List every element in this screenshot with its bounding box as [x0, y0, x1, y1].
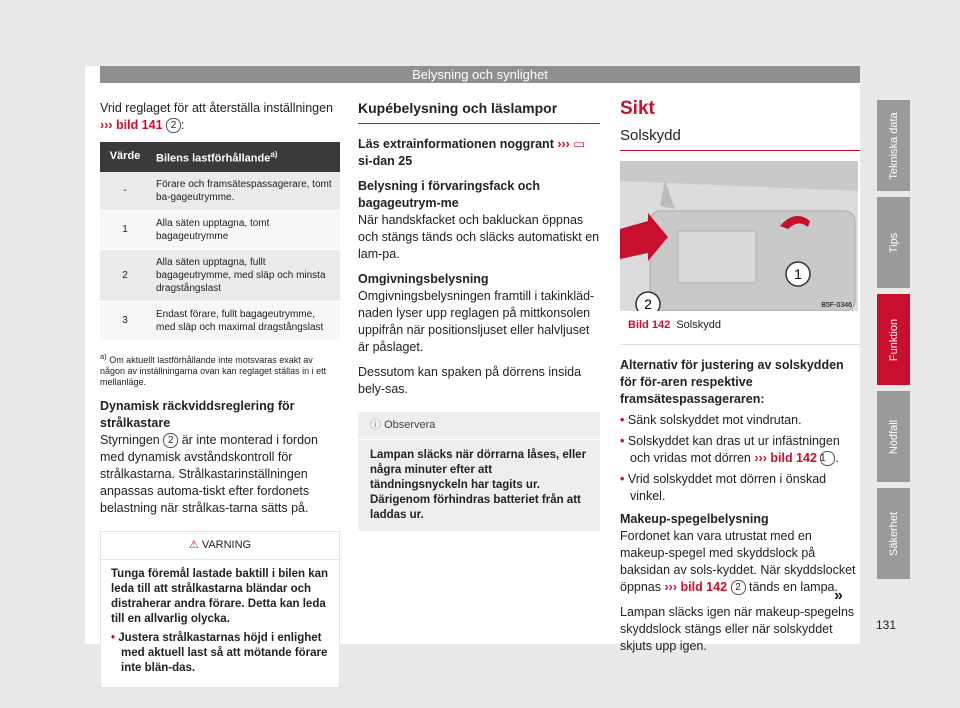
read-info: Läs extrainformationen noggrant ››› ▭ si-dan 25	[358, 137, 586, 168]
warning-box	[100, 531, 340, 688]
tab-nodfall[interactable]: Nödfall	[877, 391, 910, 482]
callout-number: 2	[163, 433, 178, 448]
figure-ref[interactable]: ››› bild 141	[100, 118, 163, 132]
side-tabs	[877, 100, 937, 585]
sun-visor-illustration	[620, 161, 858, 311]
subheading: Makeup-spegelbelysning	[620, 512, 769, 526]
note-box	[358, 412, 600, 531]
figure-caption: Bild 142 Solskydd	[620, 311, 860, 345]
intro-paragraph: Vrid reglaget för att återställa inställningen ››› bild 141 2 :	[100, 101, 334, 132]
table-header: Värde	[100, 142, 150, 172]
figure-code: B5F-0346	[821, 302, 852, 309]
paragraph: Styrningen 2 är inte monterad i fordon med dynamisk avståndskontroll för strålkastarna. Strålkastarinställningen anpassas automa-tiskt efter fordonets belastning när strålkas-tarna sätts på.	[100, 432, 318, 515]
paragraph: Lampan släcks igen när makeup-spegelns skyddslock stängs eller när solskyddet skjuts upp igen.	[620, 605, 855, 653]
callout-2: 2	[644, 296, 652, 311]
callout-number: 2	[166, 118, 181, 133]
section-header: Belysning och synlighet	[100, 66, 860, 83]
table-row: 2 Alla säten upptagna, fullt bagageutrymme, med släp och minsta dragstångslast	[100, 249, 340, 301]
paragraph: Fordonet kan vara utrustat med en makeup-spegel med skyddslock på baksidan av sols-kyddet. När skyddslocket öppnas ››› bild 142 2 tänds en lampa.	[620, 529, 856, 594]
subheading: Dynamisk räckviddsreglering för strålkastare	[100, 398, 295, 430]
tab-tips[interactable]: Tips	[877, 197, 910, 288]
section-heading: Kupébelysning och läslampor	[358, 100, 600, 124]
paragraph: Omgivningsbelysningen framtill i takinkläd-naden lyser upp reglagen på mittkonsolen uppifrån när positionsljuset eller halvljuset är påslaget.	[358, 289, 595, 354]
sun-visor-figure	[620, 161, 858, 311]
footnote: $^{a)}$ Om aktuellt lastförhållande inte motsvaras exakt av någon av inställningarna ovan kan reglaget ställas in i ett mellanläge.	[100, 351, 327, 387]
table-row: - Förare och framsätespassagerare, tomt ba-gageutrymme.	[100, 172, 340, 211]
info-icon: ⓘ	[370, 419, 381, 431]
paragraph: När handskfacket och bakluckan öppnas och stängs tänds och släcks automatiskt en lam-pa.	[358, 213, 600, 261]
page-number: 131	[876, 618, 897, 632]
section-heading: Solskydd	[620, 127, 860, 151]
warning-icon: ⚠	[188, 538, 199, 551]
tab-funktion[interactable]: Funktion	[877, 294, 910, 385]
tab-sakerhet[interactable]: Säkerhet	[877, 488, 910, 579]
list-item: • Vrid solskyddet mot dörren i önskad vinkel.	[620, 471, 860, 505]
figure-ref[interactable]: bild 142	[770, 451, 817, 465]
note-title: ⓘ Observera	[358, 412, 600, 440]
callout-1: 1	[794, 266, 802, 282]
note-body: Lampan släcks när dörrarna låses, eller några minuter efter att tändningsnyckeln har tagits ur. Därigenom förhindras batteriet från att laddas ur.	[370, 449, 587, 521]
subheading: Omgivningsbelysning	[358, 272, 489, 286]
table-row: 1 Alla säten upptagna, tomt bagageutrymme	[100, 210, 340, 249]
table-header: Bilens lastförhållande$^{a)}$	[150, 142, 340, 172]
book-icon: ▭	[573, 137, 586, 151]
subheading: Belysning i förvaringsfack och bagageutrym-me	[358, 179, 540, 210]
subheading: Alternativ för justering av solskydden för för-aren respektive framsätespassageraren:	[620, 358, 844, 406]
table-row: 3 Endast förare, fullt bagageutrymme, med släp och maximal dragstångslast	[100, 301, 340, 340]
warning-title: ⚠ VARNING	[101, 532, 339, 560]
paragraph: Dessutom kan spaken på dörrens insida bely-sas.	[358, 365, 582, 396]
load-table	[100, 142, 340, 341]
list-item: • Sänk solskyddet mot vindrutan.	[620, 412, 860, 429]
tab-tekniska-data[interactable]: Tekniska data	[877, 100, 910, 191]
chapter-title: Sikt	[620, 98, 655, 119]
figure-ref[interactable]: bild 142	[680, 580, 728, 594]
continue-arrow: »	[834, 587, 843, 604]
warning-body: Tunga föremål lastade baktill i bilen kan leda till att strålkastarna bländar och distraherar andra förare. Detta kan leda till en allvarlig olycka. • Justera strålkastarnas höjd i enlighet med aktuell last så att mötande förare inte blän-das.	[101, 560, 339, 687]
column-2	[358, 100, 600, 531]
column-1	[100, 100, 340, 688]
column-3	[620, 100, 860, 663]
list-item: • Solskyddet kan dras ut ur infästningen och vridas mot dörren ››› bild 142 1 .	[620, 433, 860, 467]
